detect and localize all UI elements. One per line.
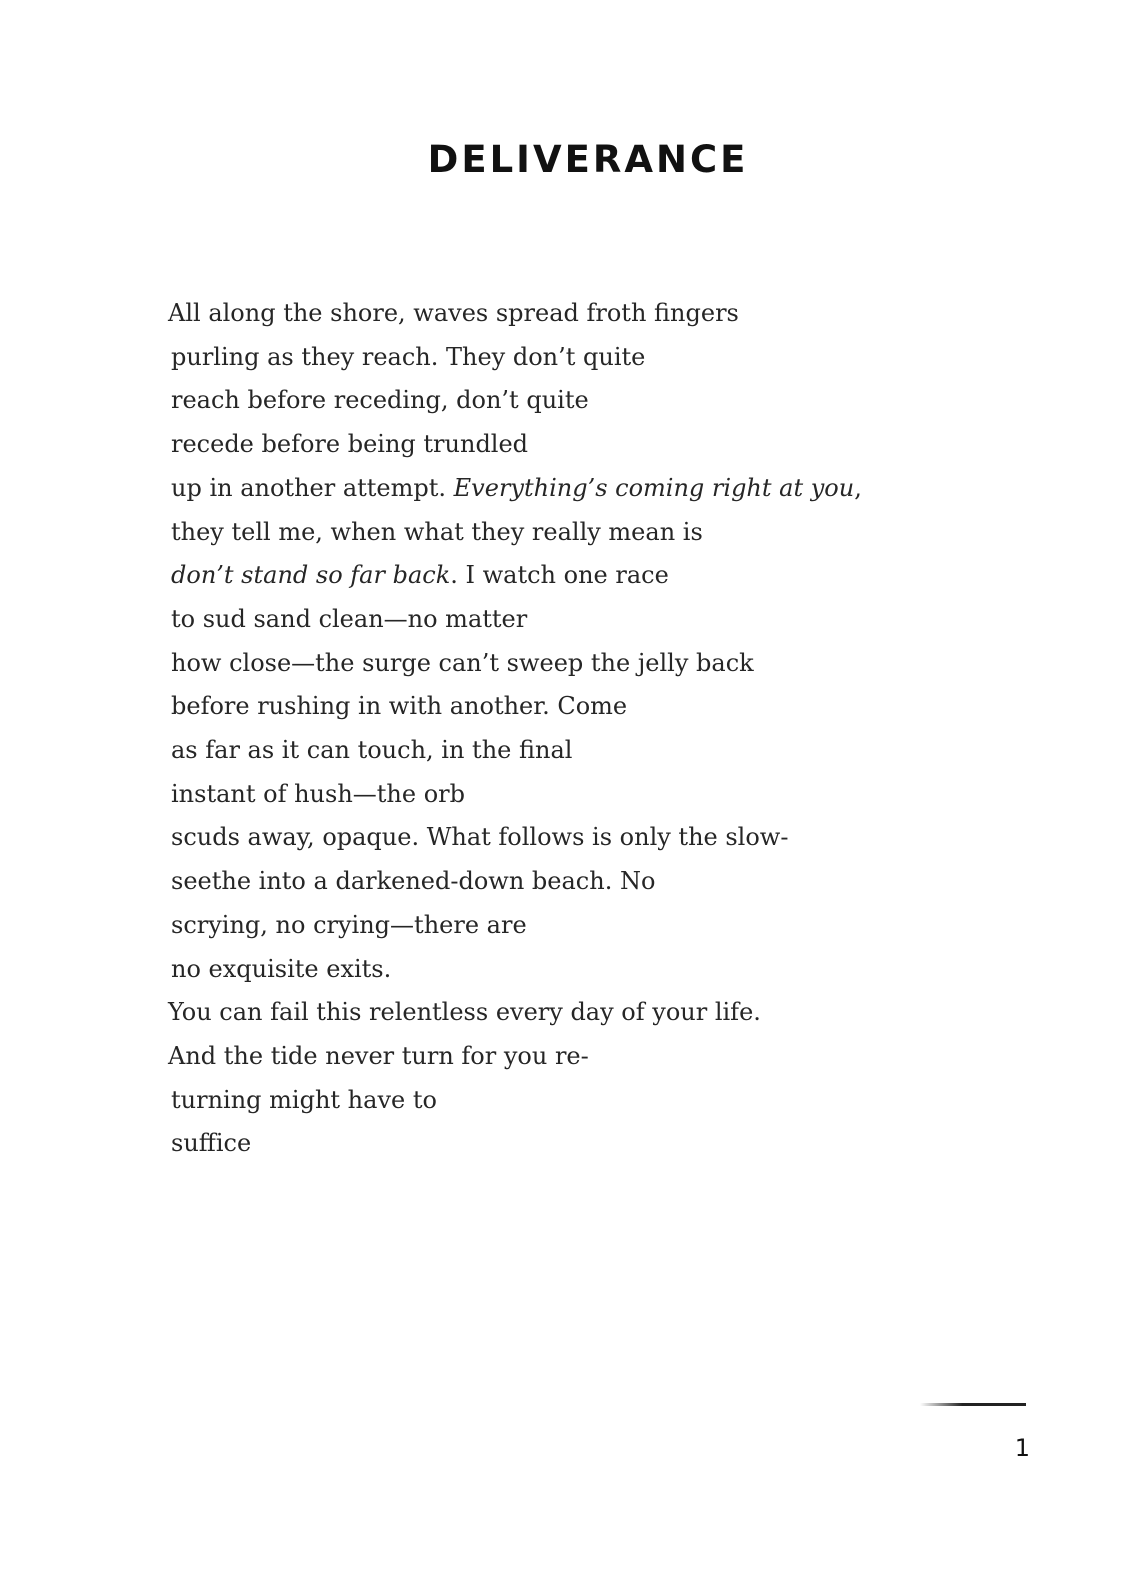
poem-line: before rushing in with another. Come (171, 692, 628, 721)
poem-line: All along the shore, waves spread froth fingers (168, 299, 739, 327)
poem-line: how close—the surge can’t sweep the jelly back (171, 648, 754, 677)
poem-line-italic: don’t stand so far back (171, 561, 451, 590)
poem-line: recede before being trundled (171, 430, 529, 459)
poem-line: they tell me, when what they really mean is (171, 517, 703, 546)
poem-line: as far as it can touch, in the final (171, 736, 573, 765)
poem-line: scuds away, opaque. What follows is only the slow- (171, 823, 789, 852)
footer-rule (920, 1403, 1026, 1406)
poem-line-italic: Everything’s coming right at you (453, 473, 855, 502)
poem-line: turning might have to (171, 1085, 437, 1114)
poem-line-text: , (854, 473, 862, 502)
poem-line: seethe into a darkened-down beach. No (171, 867, 656, 896)
poem-line: no exquisite exits. (171, 954, 392, 983)
poem-line: suffice (171, 1129, 252, 1158)
poem-body (168, 292, 868, 1166)
poem-title: DELIVERANCE (427, 138, 749, 181)
poem-line: instant of hush—the orb (171, 779, 465, 808)
poem-line: to sud sand clean—no matter (171, 604, 528, 633)
poem-line: scrying, no crying—there are (171, 910, 527, 939)
page-number: 1 (1014, 1434, 1030, 1462)
poem-line-text: up in another attempt. (171, 473, 454, 502)
poem-line: You can fail this relentless every day of your life. (168, 998, 761, 1027)
poem-line: purling as they reach. They don’t quite (171, 342, 646, 371)
poem-line (168, 554, 868, 598)
poem-line: And the tide never turn for you re- (168, 1041, 589, 1070)
poem-line (168, 467, 868, 511)
poem-line: reach before receding, don’t quite (171, 386, 589, 415)
poem-line-text: . I watch one race (450, 561, 669, 590)
